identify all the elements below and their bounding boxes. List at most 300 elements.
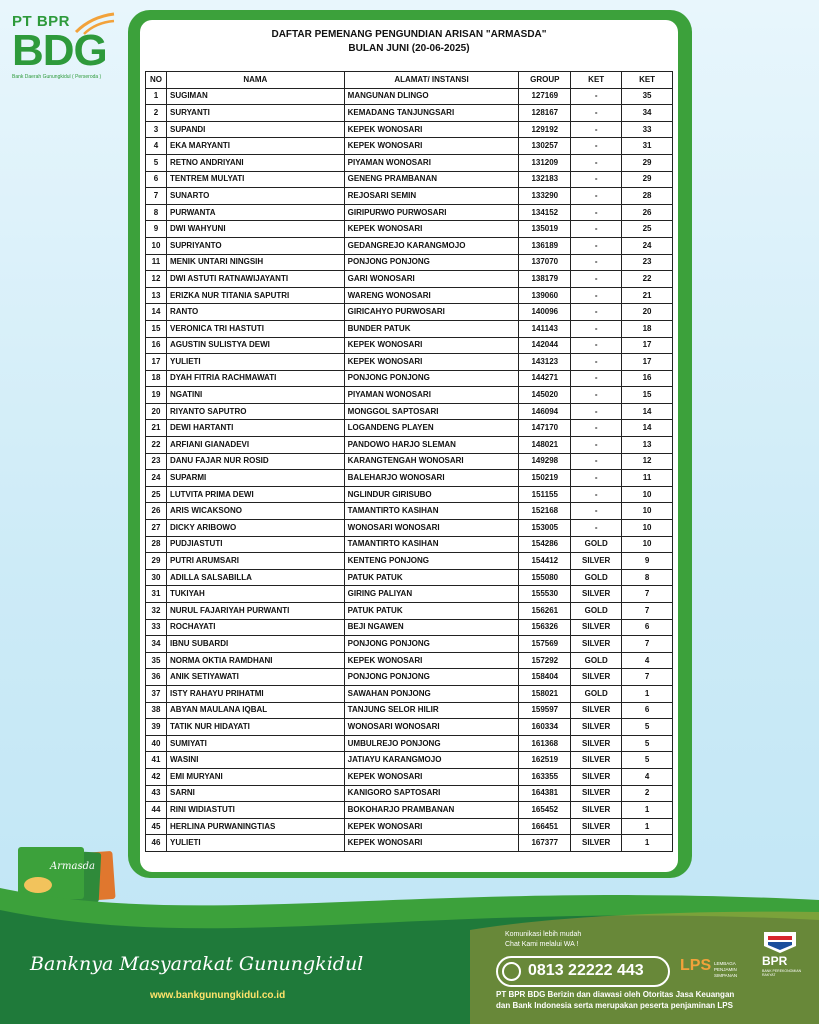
cell-no: 13	[146, 287, 167, 304]
wheat-icon	[74, 12, 116, 36]
cell-ket: -	[571, 221, 622, 238]
cell-ket: -	[571, 420, 622, 437]
cell-alamat: KEPEK WONOSARI	[344, 768, 519, 785]
cell-no: 38	[146, 702, 167, 719]
cell-ket-2: 28	[622, 188, 673, 205]
cell-no: 37	[146, 685, 167, 702]
cell-alamat: UMBULREJO PONJONG	[344, 735, 519, 752]
whatsapp-icon	[502, 962, 521, 981]
cell-ket: -	[571, 287, 622, 304]
cell-ket: -	[571, 387, 622, 404]
cell-ket-2: 35	[622, 88, 673, 105]
cell-group: 157569	[519, 636, 571, 653]
cell-group: 149298	[519, 453, 571, 470]
cell-ket-2: 10	[622, 520, 673, 537]
cell-alamat: MONGGOL SAPTOSARI	[344, 403, 519, 420]
cell-nama: SUNARTO	[166, 188, 344, 205]
cell-nama: SUPANDI	[166, 121, 344, 138]
table-row	[146, 669, 673, 686]
cell-ket: -	[571, 271, 622, 288]
cell-no: 8	[146, 204, 167, 221]
cell-group: 150219	[519, 470, 571, 487]
cell-ket-2: 17	[622, 354, 673, 371]
table-row	[146, 619, 673, 636]
cell-nama: PURWANTA	[166, 204, 344, 221]
cell-nama: NORMA OKTIA RAMDHANI	[166, 652, 344, 669]
cell-ket: -	[571, 237, 622, 254]
cell-ket-2: 6	[622, 702, 673, 719]
table-row	[146, 254, 673, 271]
cell-ket-2: 13	[622, 437, 673, 454]
cell-ket-2: 20	[622, 304, 673, 321]
cell-nama: LUTVITA PRIMA DEWI	[166, 486, 344, 503]
cell-group: 155530	[519, 586, 571, 603]
cell-nama: SUMIYATI	[166, 735, 344, 752]
cell-alamat: REJOSARI SEMIN	[344, 188, 519, 205]
cell-no: 15	[146, 320, 167, 337]
table-row	[146, 453, 673, 470]
table-row	[146, 652, 673, 669]
header-group: GROUP	[519, 72, 571, 89]
cell-ket: SILVER	[571, 553, 622, 570]
cell-ket: SILVER	[571, 768, 622, 785]
cell-no: 34	[146, 636, 167, 653]
cell-group: 147170	[519, 420, 571, 437]
cell-no: 44	[146, 802, 167, 819]
cell-no: 28	[146, 536, 167, 553]
cell-group: 157292	[519, 652, 571, 669]
cell-ket-2: 29	[622, 154, 673, 171]
table-row	[146, 370, 673, 387]
cell-ket-2: 18	[622, 320, 673, 337]
document-subtitle: BULAN JUNI (20-06-2025)	[348, 43, 470, 54]
cell-nama: DANU FAJAR NUR ROSID	[166, 453, 344, 470]
cell-ket: -	[571, 520, 622, 537]
cell-alamat: KEPEK WONOSARI	[344, 354, 519, 371]
whatsapp-note-line-1: Komunikasi lebih mudah	[505, 931, 582, 938]
cell-ket-2: 31	[622, 138, 673, 155]
cell-ket: -	[571, 486, 622, 503]
table-row	[146, 121, 673, 138]
cell-alamat: WONOSARI WONOSARI	[344, 520, 519, 537]
cell-ket-2: 8	[622, 569, 673, 586]
whatsapp-note	[505, 930, 581, 950]
cell-ket-2: 7	[622, 669, 673, 686]
cell-alamat: PIYAMAN WONOSARI	[344, 154, 519, 171]
cell-alamat: WONOSARI WONOSARI	[344, 719, 519, 736]
cell-ket-2: 10	[622, 536, 673, 553]
cell-ket: SILVER	[571, 619, 622, 636]
cell-nama: SURYANTI	[166, 105, 344, 122]
table-row	[146, 818, 673, 835]
lps-text: LEMBAGA PENJAMIN SIMPANAN	[714, 961, 738, 978]
cell-group: 155080	[519, 569, 571, 586]
cell-no: 22	[146, 437, 167, 454]
cell-ket-2: 7	[622, 636, 673, 653]
cell-no: 17	[146, 354, 167, 371]
cell-ket-2: 9	[622, 553, 673, 570]
cell-no: 24	[146, 470, 167, 487]
cell-ket-2: 5	[622, 719, 673, 736]
cell-ket-2: 7	[622, 603, 673, 620]
cell-nama: YULIETI	[166, 354, 344, 371]
book-label: Armasda	[50, 861, 95, 872]
cell-no: 21	[146, 420, 167, 437]
cell-ket-2: 25	[622, 221, 673, 238]
logo-subtitle: Bank Daerah Gunungkidul ( Perseroda )	[12, 74, 102, 80]
whatsapp-number: 0813 22222 443	[528, 962, 644, 979]
cell-alamat: GIRICAHYO PURWOSARI	[344, 304, 519, 321]
cell-ket-2: 1	[622, 818, 673, 835]
cell-group: 165452	[519, 802, 571, 819]
cell-ket-2: 21	[622, 287, 673, 304]
table-header-row	[146, 72, 673, 89]
cell-no: 42	[146, 768, 167, 785]
cell-ket: SILVER	[571, 785, 622, 802]
cell-ket-2: 6	[622, 619, 673, 636]
cell-nama: RANTO	[166, 304, 344, 321]
cell-alamat: KENTENG PONJONG	[344, 553, 519, 570]
website-link[interactable]: www.bankgunungkidul.co.id	[150, 990, 286, 1001]
cell-ket-2: 15	[622, 387, 673, 404]
cell-ket: -	[571, 204, 622, 221]
cell-nama: TUKIYAH	[166, 586, 344, 603]
cell-nama: ERIZKA NUR TITANIA SAPUTRI	[166, 287, 344, 304]
cell-ket: -	[571, 188, 622, 205]
cell-ket: -	[571, 337, 622, 354]
cell-group: 145020	[519, 387, 571, 404]
cell-group: 159597	[519, 702, 571, 719]
cell-no: 32	[146, 603, 167, 620]
table-row	[146, 387, 673, 404]
cell-nama: ROCHAYATI	[166, 619, 344, 636]
cell-ket-2: 2	[622, 785, 673, 802]
cell-ket-2: 16	[622, 370, 673, 387]
cell-group: 140096	[519, 304, 571, 321]
cell-no: 40	[146, 735, 167, 752]
cell-group: 139060	[519, 287, 571, 304]
cell-ket: SILVER	[571, 835, 622, 852]
cell-nama: DWI ASTUTI RATNAWIJAYANTI	[166, 271, 344, 288]
cell-ket-2: 10	[622, 503, 673, 520]
cell-no: 4	[146, 138, 167, 155]
cell-ket-2: 29	[622, 171, 673, 188]
cell-no: 10	[146, 237, 167, 254]
cell-ket: SILVER	[571, 735, 622, 752]
cell-nama: ADILLA SALSABILLA	[166, 569, 344, 586]
cell-alamat: KEPEK WONOSARI	[344, 652, 519, 669]
cell-ket-2: 34	[622, 105, 673, 122]
table-row	[146, 403, 673, 420]
cell-group: 142044	[519, 337, 571, 354]
cell-group: 131209	[519, 154, 571, 171]
cell-no: 46	[146, 835, 167, 852]
cell-alamat: GEDANGREJO KARANGMOJO	[344, 237, 519, 254]
cell-group: 166451	[519, 818, 571, 835]
cell-alamat: PONJONG PONJONG	[344, 669, 519, 686]
table-row	[146, 503, 673, 520]
cell-alamat: KEPEK WONOSARI	[344, 221, 519, 238]
cell-group: 156261	[519, 603, 571, 620]
cell-ket-2: 10	[622, 486, 673, 503]
cell-group: 130257	[519, 138, 571, 155]
legal-line-2: dan Bank Indonesia serta merupakan peserta penjaminan LPS	[496, 1001, 733, 1010]
logo-pt: PT BPR	[12, 13, 71, 30]
cell-alamat: PATUK PATUK	[344, 603, 519, 620]
cell-nama: MENIK UNTARI NINGSIH	[166, 254, 344, 271]
cell-nama: ISTY RAHAYU PRIHATMI	[166, 685, 344, 702]
cell-alamat: KEPEK WONOSARI	[344, 835, 519, 852]
cell-group: 132183	[519, 171, 571, 188]
cell-nama: HERLINA PURWANINGTIAS	[166, 818, 344, 835]
cell-alamat: KEPEK WONOSARI	[344, 121, 519, 138]
cell-nama: TATIK NUR HIDAYATI	[166, 719, 344, 736]
cell-group: 160334	[519, 719, 571, 736]
cell-ket-2: 1	[622, 685, 673, 702]
cell-ket: GOLD	[571, 685, 622, 702]
table-row	[146, 287, 673, 304]
table-body	[146, 88, 673, 851]
cell-ket: -	[571, 121, 622, 138]
cell-ket: -	[571, 320, 622, 337]
cell-nama: ANIK SETIYAWATI	[166, 669, 344, 686]
cell-ket: -	[571, 437, 622, 454]
cell-no: 27	[146, 520, 167, 537]
cell-group: 152168	[519, 503, 571, 520]
cell-nama: PUTRI ARUMSARI	[166, 553, 344, 570]
bpr-text: BPR	[762, 954, 788, 968]
cell-no: 29	[146, 553, 167, 570]
cell-ket-2: 33	[622, 121, 673, 138]
cell-ket: -	[571, 503, 622, 520]
table-row	[146, 420, 673, 437]
cell-nama: TENTREM MULYATI	[166, 171, 344, 188]
cell-alamat: GARI WONOSARI	[344, 271, 519, 288]
cell-no: 45	[146, 818, 167, 835]
table-row	[146, 88, 673, 105]
cell-ket-2: 5	[622, 752, 673, 769]
cell-ket-2: 4	[622, 768, 673, 785]
document-title: DAFTAR PEMENANG PENGUNDIAN ARISAN "ARMASDA"	[271, 29, 547, 40]
cell-alamat: BUNDER PATUK	[344, 320, 519, 337]
table-row	[146, 320, 673, 337]
cell-nama: SUGIMAN	[166, 88, 344, 105]
cell-alamat: JATIAYU KARANGMOJO	[344, 752, 519, 769]
cell-no: 35	[146, 652, 167, 669]
cell-ket-2: 26	[622, 204, 673, 221]
cell-group: 128167	[519, 105, 571, 122]
cell-nama: NURUL FAJARIYAH PURWANTI	[166, 603, 344, 620]
table-row	[146, 735, 673, 752]
table-row	[146, 702, 673, 719]
cell-ket-2: 7	[622, 586, 673, 603]
cell-alamat: BEJI NGAWEN	[344, 619, 519, 636]
cell-alamat: KEPEK WONOSARI	[344, 337, 519, 354]
cell-no: 12	[146, 271, 167, 288]
cell-ket-2: 1	[622, 802, 673, 819]
cell-ket: -	[571, 254, 622, 271]
cell-ket-2: 1	[622, 835, 673, 852]
cell-ket: SILVER	[571, 636, 622, 653]
cell-no: 39	[146, 719, 167, 736]
cell-alamat: BOKOHARJO PRAMBANAN	[344, 802, 519, 819]
cell-ket: -	[571, 154, 622, 171]
cell-nama: VERONICA TRI HASTUTI	[166, 320, 344, 337]
cell-alamat: TAMANTIRTO KASIHAN	[344, 503, 519, 520]
cell-group: 143123	[519, 354, 571, 371]
cell-ket: SILVER	[571, 669, 622, 686]
cell-group: 158021	[519, 685, 571, 702]
cell-alamat: TANJUNG SELOR HILIR	[344, 702, 519, 719]
cell-no: 43	[146, 785, 167, 802]
cell-alamat: KARANGTENGAH WONOSARI	[344, 453, 519, 470]
cell-ket: GOLD	[571, 652, 622, 669]
cell-group: 156326	[519, 619, 571, 636]
cell-nama: DWI WAHYUNI	[166, 221, 344, 238]
cell-group: 154412	[519, 553, 571, 570]
table-row	[146, 835, 673, 852]
cell-no: 11	[146, 254, 167, 271]
table-row	[146, 437, 673, 454]
cell-no: 33	[146, 619, 167, 636]
cell-group: 138179	[519, 271, 571, 288]
cell-ket: -	[571, 304, 622, 321]
cell-nama: YULIETI	[166, 835, 344, 852]
cell-ket: -	[571, 138, 622, 155]
cell-no: 18	[146, 370, 167, 387]
cell-ket-2: 4	[622, 652, 673, 669]
legal-notice	[496, 989, 816, 1011]
cell-alamat: SAWAHAN PONJONG	[344, 685, 519, 702]
cell-ket-2: 24	[622, 237, 673, 254]
cell-group: 162519	[519, 752, 571, 769]
whatsapp-contact[interactable]	[496, 956, 670, 987]
table-row	[146, 337, 673, 354]
cell-nama: PUDJIASTUTI	[166, 536, 344, 553]
cell-no: 26	[146, 503, 167, 520]
cell-alamat: PONJONG PONJONG	[344, 254, 519, 271]
cell-nama: DEWI HARTANTI	[166, 420, 344, 437]
cell-no: 19	[146, 387, 167, 404]
cell-ket-2: 17	[622, 337, 673, 354]
bank-logo	[12, 14, 112, 80]
table-row	[146, 752, 673, 769]
cell-alamat: PONJONG PONJONG	[344, 370, 519, 387]
cell-no: 31	[146, 586, 167, 603]
table-row	[146, 138, 673, 155]
cell-group: 163355	[519, 768, 571, 785]
cell-nama: DICKY ARIBOWO	[166, 520, 344, 537]
cell-group: 129192	[519, 121, 571, 138]
cell-ket: -	[571, 470, 622, 487]
cell-ket: SILVER	[571, 719, 622, 736]
cell-ket-2: 12	[622, 453, 673, 470]
cell-group: 148021	[519, 437, 571, 454]
table-row	[146, 768, 673, 785]
cell-nama: WASINI	[166, 752, 344, 769]
cell-no: 9	[146, 221, 167, 238]
cell-alamat: KEMADANG TANJUNGSARI	[344, 105, 519, 122]
cell-nama: EKA MARYANTI	[166, 138, 344, 155]
cell-ket: GOLD	[571, 603, 622, 620]
table-row	[146, 785, 673, 802]
header-ket-2: KET	[622, 72, 673, 89]
cell-group: 136189	[519, 237, 571, 254]
cell-no: 41	[146, 752, 167, 769]
table-row	[146, 802, 673, 819]
cell-no: 36	[146, 669, 167, 686]
cell-nama: ARIS WICAKSONO	[166, 503, 344, 520]
table-row	[146, 304, 673, 321]
cell-nama: NGATINI	[166, 387, 344, 404]
cell-group: 161368	[519, 735, 571, 752]
cell-alamat: WARENG WONOSARI	[344, 287, 519, 304]
cell-alamat: GIRIPURWO PURWOSARI	[344, 204, 519, 221]
cell-alamat: PATUK PATUK	[344, 569, 519, 586]
winners-table	[145, 71, 673, 852]
table-row	[146, 586, 673, 603]
cell-nama: AGUSTIN SULISTYA DEWI	[166, 337, 344, 354]
cell-no: 30	[146, 569, 167, 586]
cell-group: 133290	[519, 188, 571, 205]
cell-group: 153005	[519, 520, 571, 537]
cell-ket-2: 14	[622, 420, 673, 437]
cell-alamat: NGLINDUR GIRISUBO	[344, 486, 519, 503]
cell-nama: ARFIANI GIANADEVI	[166, 437, 344, 454]
cell-no: 2	[146, 105, 167, 122]
cell-group: 141143	[519, 320, 571, 337]
header-no: NO	[146, 72, 167, 89]
cell-group: 135019	[519, 221, 571, 238]
cell-nama: ABYAN MAULANA IQBAL	[166, 702, 344, 719]
bpr-logo	[760, 930, 800, 985]
table-row	[146, 636, 673, 653]
cell-ket: SILVER	[571, 586, 622, 603]
cell-group: 134152	[519, 204, 571, 221]
table-row	[146, 105, 673, 122]
table-row	[146, 486, 673, 503]
cell-alamat: PONJONG PONJONG	[344, 636, 519, 653]
cell-ket: SILVER	[571, 752, 622, 769]
cell-nama: RINI WIDIASTUTI	[166, 802, 344, 819]
table-row	[146, 520, 673, 537]
cell-no: 7	[146, 188, 167, 205]
cell-ket: -	[571, 88, 622, 105]
table-row	[146, 237, 673, 254]
cell-ket: SILVER	[571, 702, 622, 719]
cell-alamat: KEPEK WONOSARI	[344, 818, 519, 835]
lps-logo	[680, 955, 755, 985]
cell-ket: GOLD	[571, 536, 622, 553]
cell-group: 146094	[519, 403, 571, 420]
table-row	[146, 154, 673, 171]
cell-group: 154286	[519, 536, 571, 553]
cell-alamat: KEPEK WONOSARI	[344, 138, 519, 155]
cell-no: 1	[146, 88, 167, 105]
cell-alamat: GIRING PALIYAN	[344, 586, 519, 603]
table-row	[146, 685, 673, 702]
table-row	[146, 354, 673, 371]
cell-nama: SARNI	[166, 785, 344, 802]
cell-no: 25	[146, 486, 167, 503]
cell-group: 151155	[519, 486, 571, 503]
cell-no: 5	[146, 154, 167, 171]
cell-ket: -	[571, 171, 622, 188]
cell-alamat: TAMANTIRTO KASIHAN	[344, 536, 519, 553]
bpr-subtext: BANK PEREKONOMIAN RAKYAT	[762, 969, 802, 977]
cell-no: 20	[146, 403, 167, 420]
table-row	[146, 171, 673, 188]
